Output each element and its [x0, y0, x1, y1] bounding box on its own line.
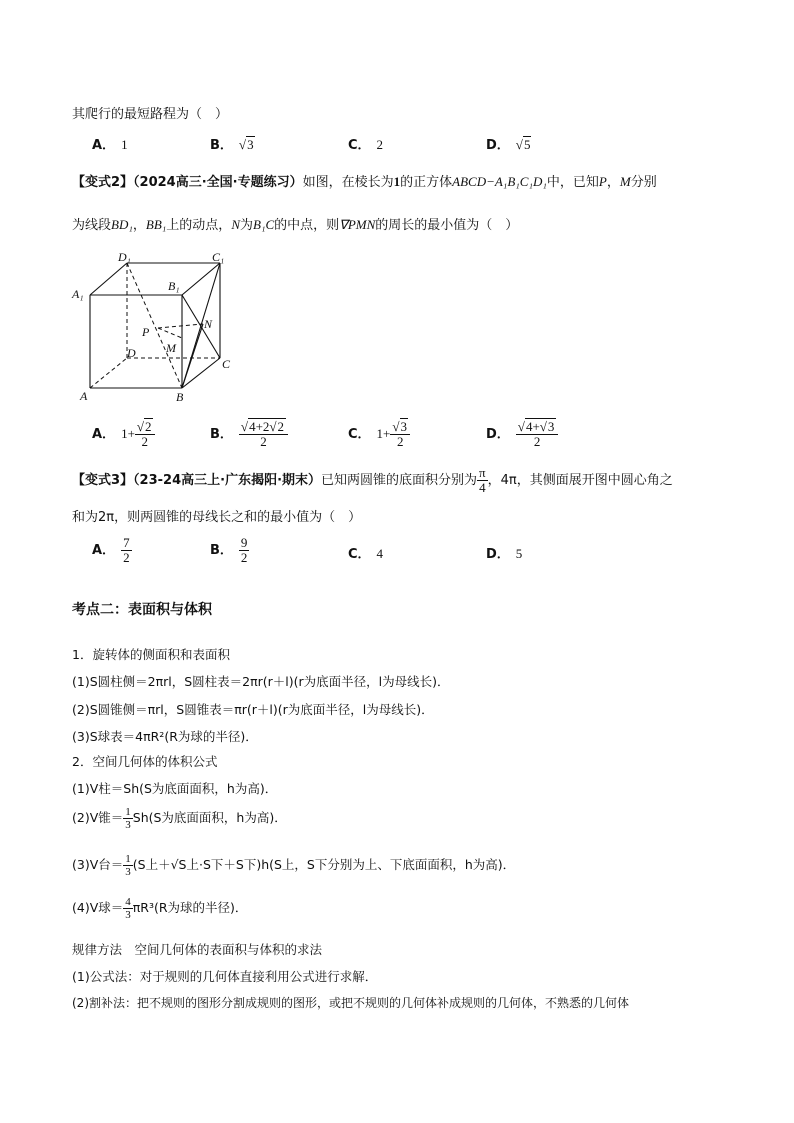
- heading-volume: 2．空间几何体的体积公式: [72, 754, 218, 769]
- edge-a1d1: [90, 263, 127, 295]
- method-title: 规律方法 空间几何体的表面积与体积的求法: [72, 942, 323, 957]
- formula-pyramid-volume: (2)V锥＝ $\frac{1}{3}$ Sh(S为底面面积，h为高)．: [72, 806, 287, 831]
- formula-prism-volume: (1)V柱＝Sh(S为底面面积，h为高)．: [72, 781, 278, 796]
- edge-ad: [90, 358, 127, 388]
- label-m: M: [166, 341, 176, 355]
- v2-option-a: A． 1+ $\frac{√2}{2}$: [92, 420, 155, 449]
- question-stem-tail: 其爬行的最短路程为（ ）: [72, 107, 229, 122]
- variant-2-line-1: 【变式2】（2024高三·全国·专题练习）如图，在棱长为1的正方体ABCD−A₁B₁C₁D₁中，已知P，M分别: [72, 174, 657, 190]
- edge-b1c1: [182, 263, 220, 295]
- formula-sphere-area: (3)S球表＝4πR²(R为球的半径)．: [72, 729, 258, 744]
- v2-option-b: B． $\frac{√4+2√2}{2}$: [210, 420, 288, 449]
- v3-option-a: A． $\frac{7}{2}$: [92, 535, 130, 565]
- v3-option-c: C． 4: [348, 546, 384, 562]
- variant-2-line-2: 为线段BD₁，BB₁上的动点，N为B₁C的中点，则∇PMN的周长的最小值为（ ）: [72, 217, 519, 233]
- label-p: P: [142, 325, 150, 339]
- label-d1: D₁: [118, 250, 131, 264]
- v2-option-d: D． $\frac{√4+√3}{2}$: [486, 420, 558, 449]
- label-b: B: [176, 390, 184, 404]
- label-c: C: [222, 357, 231, 371]
- segment-pm: [158, 328, 182, 338]
- v3-option-d: D． 5: [486, 546, 523, 562]
- cube-figure: [70, 248, 240, 408]
- method-cut-fill: (2)割补法：把不规则的图形分割成规则的图形，或把不规则的几何体补成规则的几何体，不熟悉的几何体: [72, 996, 630, 1010]
- label-b1: B₁: [168, 279, 180, 293]
- option-a: A． 1: [92, 137, 128, 153]
- method-formula: (1)公式法：对于规则的几何体直接利用公式进行求解．: [72, 969, 378, 984]
- v2-option-c: C． 1+ $\frac{√3}{2}$: [348, 420, 410, 449]
- option-b: B． √3: [210, 137, 254, 153]
- variant-3-line-2: 和为2π，则两圆锥的母线长之和的最小值为（ ）: [72, 510, 362, 525]
- label-n: N: [204, 317, 213, 331]
- option-c: C． 2: [348, 137, 384, 153]
- edge-bc: [182, 358, 220, 388]
- segment-bn: [182, 324, 203, 388]
- formula-cone: (2)S圆锥侧＝πrl，S圆锥表＝πr(r＋l)(r为底面半径，l为母线长)．: [72, 702, 434, 717]
- v3-option-b: B． $\frac{9}{2}$: [210, 535, 248, 565]
- heading-rotation-bodies: 1．旋转体的侧面积和表面积: [72, 647, 230, 662]
- label-a1: A₁: [72, 287, 84, 301]
- formula-cylinder: (1)S圆柱侧＝2πrl，S圆柱表＝2πr(r＋l)(r为底面半径，l为母线长)．: [72, 674, 450, 689]
- formula-frustum-volume: (3)V台＝ $\frac{1}{3}$ (S上＋√S上·S下＋S下)h(S上，S下分别为上、下底面面积，h为高)．: [72, 853, 516, 878]
- option-d: D． √5: [486, 137, 531, 153]
- section-title: 考点二：表面积与体积: [72, 602, 212, 618]
- segment-pn: [158, 324, 203, 328]
- label-c1: C₁: [212, 250, 225, 264]
- label-d: D: [127, 346, 136, 360]
- label-a: A: [80, 389, 88, 403]
- variant-3-line-1: 【变式3】（23-24高三上·广东揭阳·期末）已知两圆锥的底面积分别为 $\frac{\pi}{4}$ ，4π，其侧面展开图中圆心角之: [72, 465, 673, 495]
- formula-sphere-volume: (4)V球＝ $\frac{4}{3}$ πR³(R为球的半径)．: [72, 896, 248, 921]
